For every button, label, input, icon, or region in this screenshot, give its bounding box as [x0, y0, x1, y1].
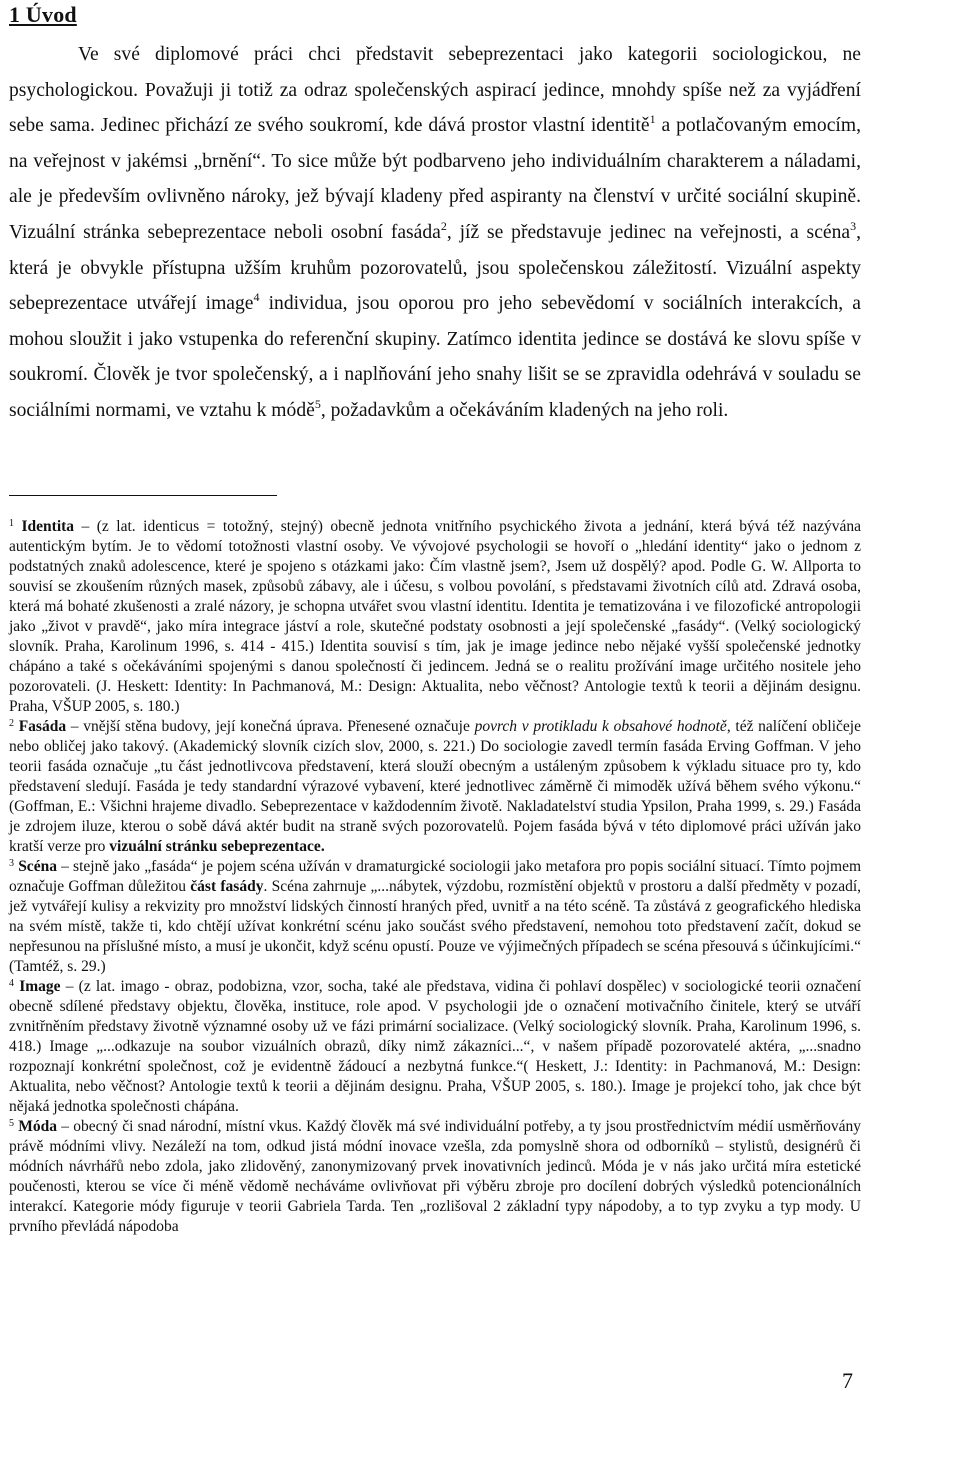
footnote-number: 4	[9, 978, 14, 989]
footnote-ref[interactable]: 4	[253, 290, 260, 305]
footnote-text: – (z lat. identicus = totožný, stejný) obecně jednota vnitřního psychického života a jednání, která bývá též nazývána autentickým bytím. Je to vědomí totožnosti vlastní osoby. Ve vývojové psychologii se hovoří o „hledání identity“ jako o jednom z podstatných znaků adolescence, které je spojeno s otázkami jako: Čím vlastně jsem?, Jsem už dospělý? apod. Podle G. W. Allporta to souvisí se zkoušením různých masek, způsobů zábavy, ale i účesu, s volbou povolání, s představami životních cílů atd. Zdravá osoba, která má bohaté zkušenosti a zralé názory, je schopna utvářet svou vlastní identitu. Identita je tematizována i ve filozofické antropologii jako „život v pravdě“, jako míra integrace jáství a role, skutečné podstaty osobnosti a její společenské „fasády“. (Velký sociologický slovník. Praha, Karolinum 1996, s. 414 - 415.) Identita souvisí s tím, jak je image jedince nebo nějaké vyšší společenské jednotky chápáno a také s očekáváními spojenými s danou společností či jedincem. Jedná se o realitu prožívání image určitého nositele jeho pozorovateli. (J. Heskett: Identity: In Pachmanová, M.: Design: Aktualita, nebo věčnost? Antologie textů k teorii a dějinám designu. Praha, VŠUP 2005, s. 180.)	[9, 518, 861, 715]
footnote-5	[9, 1117, 861, 1237]
footnote-4	[9, 977, 861, 1117]
footnote-text: – stejně jako „fasáda“ je pojem scéna užíván v dramaturgické sociologii jako metafora pro popis sociální situací. Tímto pojmem označuje Goffman důležitou	[9, 858, 861, 895]
footnote-separator	[9, 495, 277, 496]
section-heading: 1 Úvod	[9, 2, 77, 27]
footnote-term: Image	[19, 978, 61, 995]
footnote-ref[interactable]: 1	[649, 112, 656, 127]
footnotes-section	[9, 517, 861, 1237]
footnote-2	[9, 717, 861, 857]
body-text-part: , požadavkům a očekáváním kladených na jeho roli.	[320, 399, 729, 421]
footnote-ref[interactable]: 5	[314, 396, 321, 411]
footnote-3	[9, 857, 861, 977]
footnote-ref[interactable]: 3	[850, 218, 857, 233]
footnote-text: , též nalíčení obličeje nebo obličej jako takový. (Akademický slovník cizích slov, 2000, s. 221.) Do sociologie zavedl termín fasáda Erving Goffman. V jeho teorii fasáda označuje „tu část jednotlivcova představení, která slouží obecným a ustáleným způsobem k výkladu situace pro ty, kdo představení sledují. Fasáda je tedy standardní výrazové vybavení, které jednotlivec záměrně či mimoděk užívá během svého výkonu.“ (Goffman, E.: Všichni hrajeme divadlo. Sebeprezentace v každodenním životě. Nakladatelství studia Ypsilon, Praha 1999, s. 29.) Fasáda je zdrojem iluze, kterou o sobě dává aktér budit na straně svých pozorovatelů. Pojem fasáda bývá v této diplomové práci užíván jako kratší verze pro	[9, 718, 861, 855]
footnote-1	[9, 517, 861, 717]
footnote-number: 1	[9, 518, 14, 529]
footnote-ref[interactable]: 2	[440, 218, 447, 233]
footnote-text: – vnější stěna budovy, její konečná úprava. Přenesené označuje	[66, 718, 475, 735]
footnote-text: – (z lat. imago - obraz, podobizna, vzor, socha, také ale představa, vidina či pohlaví dospělec) v sociologické teorii označení obecně sdílené představy objektu, člověka, instituce, role apod. V psychologii jde o označení motivačního činitele, který se utváří zvnitřněním představy životně významné osoby už ve fázi primární socializace. (Velký sociologický slovník. Praha, Karolinum 1996, s. 418.) Image „...odkazuje na soubor vizuálních obrazů, díky nimž zákazníci...“, v našem případě pozorovatelé aktéra, „...snadno rozpoznají konkrétní společnost, což je evidentně žádoucí a nezbytná funkce.“( Heskett, J.: Identity: in Pachmanová, M.: Design: Aktualita, nebo věčnost? Antologie textů k teorii a dějinám designu. Praha, VŠUP 2005, s. 180.). Image je projekcí toho, jak chce být nějaká jednotka společnosti chápána.	[9, 978, 862, 1115]
body-paragraph	[9, 37, 861, 429]
body-text-part: , která je obvykle přístupna užším kruhům pozorovatelů, jsou společenskou záležitostí. Vizuální aspekty sebeprezentace utvářejí image	[9, 221, 861, 315]
footnote-text: . Scéna zahrnuje „...nábytek, výzdobu, rozmístění objektů v prostoru a další předměty v pozadí, jež vytvářejí kulisy a rekvizity pro množství lidských činností hraných před, uvnitř a na této scéně. Ta zůstává z geografického hlediska na svém místě, takže ti, kdo chtějí užívat konkrétní scénu jako součást svého představení, nemohou toto představení začít, dokud se nepřesunou na příslušné místo, a musí je ukončit, když scénu opustí. Pouze ve výjimečných případech se scéna přesouvá s účinkujícími.“ (Tamtéž, s. 29.)	[9, 878, 861, 975]
footnote-text: – obecný či snad národní, místní vkus. Každý člověk má své individuální potřeby, a ty jsou prostřednictvím médií usměrňovány právě módními vlivy. Nezáleží na tom, odkud jistá módní inovace vzešla, zda pomyslně shora od odborníků – stylistů, designérů či módních návrhářů nebo zdola, jako zlidověný, zanonymizovaný prvek inovativních jedinců. Móda je v nás jako určitá míra estetické poučenosti, kterou se více či méně vědomě necháváme ovlivňovat při výběru zbroje pro docílení dobrých výsledků potencionálních interakcí. Kategorie módy figuruje v teorii Gabriela Tarda. Ten „rozlišoval 2 základní typy nápodoby, a to typ zvyku a typ mody. U prvního převládá nápodoba	[9, 1118, 862, 1235]
footnote-emphasis-bold: část fasády	[190, 878, 264, 895]
footnote-term: Fasáda	[18, 718, 67, 735]
footnote-number: 3	[9, 858, 14, 869]
body-text-part: , jíž se představuje jedinec na veřejnosti, a scéna	[446, 221, 851, 243]
footnote-term: Scéna	[18, 858, 57, 875]
footnote-emphasis: povrch v protikladu k obsahové hodnotě	[474, 718, 727, 735]
footnote-number: 5	[9, 1118, 14, 1129]
footnote-term: Móda	[18, 1118, 57, 1135]
footnote-number: 2	[9, 718, 14, 729]
body-text-part: individua, jsou oporou pro jeho sebevědomí v sociálních interakcích, a mohou sloužit i jako vstupenka do referenční skupiny. Zatímco identita jedince se dostává ke slovu spíše v soukromí. Člověk je tvor společenský, a i naplňování jeho snahy lišit se se zpravidla odehrává v souladu se sociálními normami, ve vztahu k módě	[9, 293, 861, 421]
footnote-emphasis-bold: vizuální stránku sebeprezentace.	[109, 838, 325, 855]
body-text-part: Ve své diplomové práci chci představit sebeprezentaci jako kategorii sociologickou, ne psychologickou. Považuji ji totiž za odraz společenských aspirací jedince, mnohdy spíše než za vyjádření sebe sama. Jedinec přichází ze svého soukromí, kde dává prostor vlastní identitě	[9, 44, 861, 137]
body-text-part: a potlačovaným emocím, na veřejnost v jakémsi „brnění“. To sice může být podbarveno jeho individuálním charakterem a náladami, ale je především ovlivněno nároky, jež bývají kladeny před aspiranty na členství v určité sociální skupině. Vizuální stránka sebeprezentace neboli osobní fasáda	[9, 115, 861, 243]
footnote-term: Identita	[21, 518, 75, 535]
page-number: 7	[842, 1368, 853, 1393]
